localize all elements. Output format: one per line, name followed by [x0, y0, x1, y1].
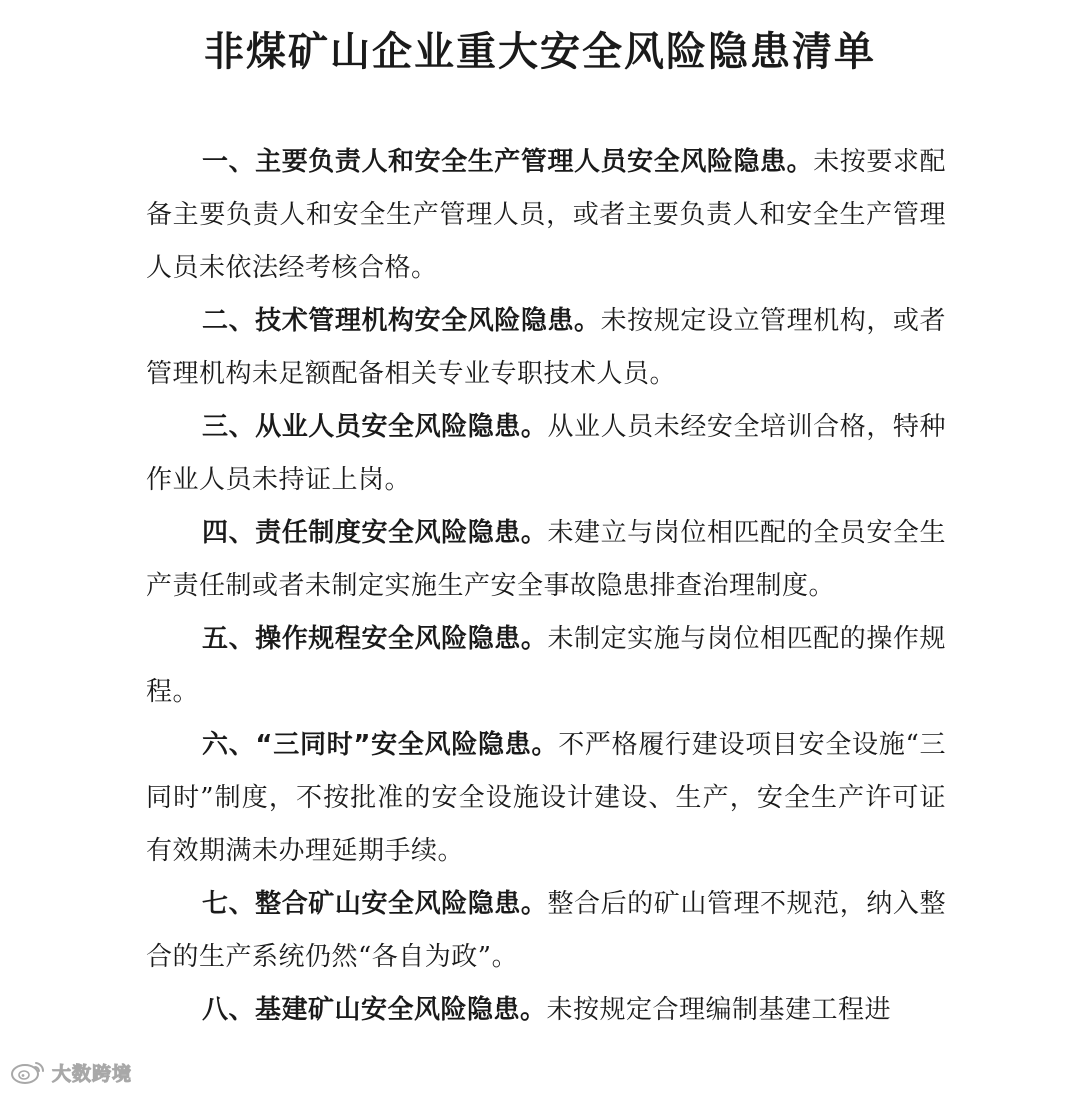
item-text: 从业人员未经安全培训合格，特种作业人员未持证上岗。	[146, 412, 946, 495]
list-item	[146, 613, 946, 719]
list-item	[146, 984, 946, 1037]
item-text: 整合后的矿山管理不规范，纳入整合的生产系统仍然“各自为政”。	[146, 889, 946, 972]
list-item	[146, 878, 946, 984]
item-heading: 七、整合矿山安全风险隐患。	[202, 889, 548, 919]
list-item	[146, 295, 946, 401]
document-body	[146, 136, 946, 1037]
item-heading: 三、从业人员安全风险隐患。	[202, 412, 548, 442]
watermark	[10, 1058, 132, 1086]
item-text: 未按要求配备主要负责人和安全生产管理人员，或者主要负责人和安全生产管理人员未依法经考核合格。	[146, 147, 946, 283]
weibo-logo-icon	[10, 1059, 46, 1085]
item-text: 未建立与岗位相匹配的全员安全生产责任制或者未制定实施生产安全事故隐患排查治理制度。	[146, 518, 946, 601]
list-item	[146, 136, 946, 295]
watermark-text: 大数跨境	[52, 1062, 133, 1085]
item-heading: 一、主要负责人和安全生产管理人员安全风险隐患。	[202, 147, 814, 177]
item-text: 未按规定设立管理机构，或者管理机构未足额配备相关专业专职技术人员。	[146, 306, 946, 389]
document-title: 非煤矿山企业重大安全风险隐患清单	[204, 28, 876, 75]
item-text: 不严格履行建设项目安全设施“三同时”制度，不按批准的安全设施设计建设、生产，安全生产许可证有效期满未办理延期手续。	[146, 730, 946, 866]
list-item	[146, 401, 946, 507]
item-heading: 二、技术管理机构安全风险隐患。	[202, 306, 601, 336]
item-heading: 四、责任制度安全风险隐患。	[202, 518, 548, 548]
item-heading: 五、操作规程安全风险隐患。	[202, 624, 548, 654]
item-text: 未制定实施与岗位相匹配的操作规程。	[146, 624, 946, 707]
item-heading: 八、基建矿山安全风险隐患。	[202, 995, 547, 1025]
item-heading: 六、“三同时”安全风险隐患。	[202, 730, 559, 760]
list-item	[146, 507, 946, 613]
list-item	[146, 719, 946, 878]
item-text: 未按规定合理编制基建工程进	[546, 995, 892, 1025]
